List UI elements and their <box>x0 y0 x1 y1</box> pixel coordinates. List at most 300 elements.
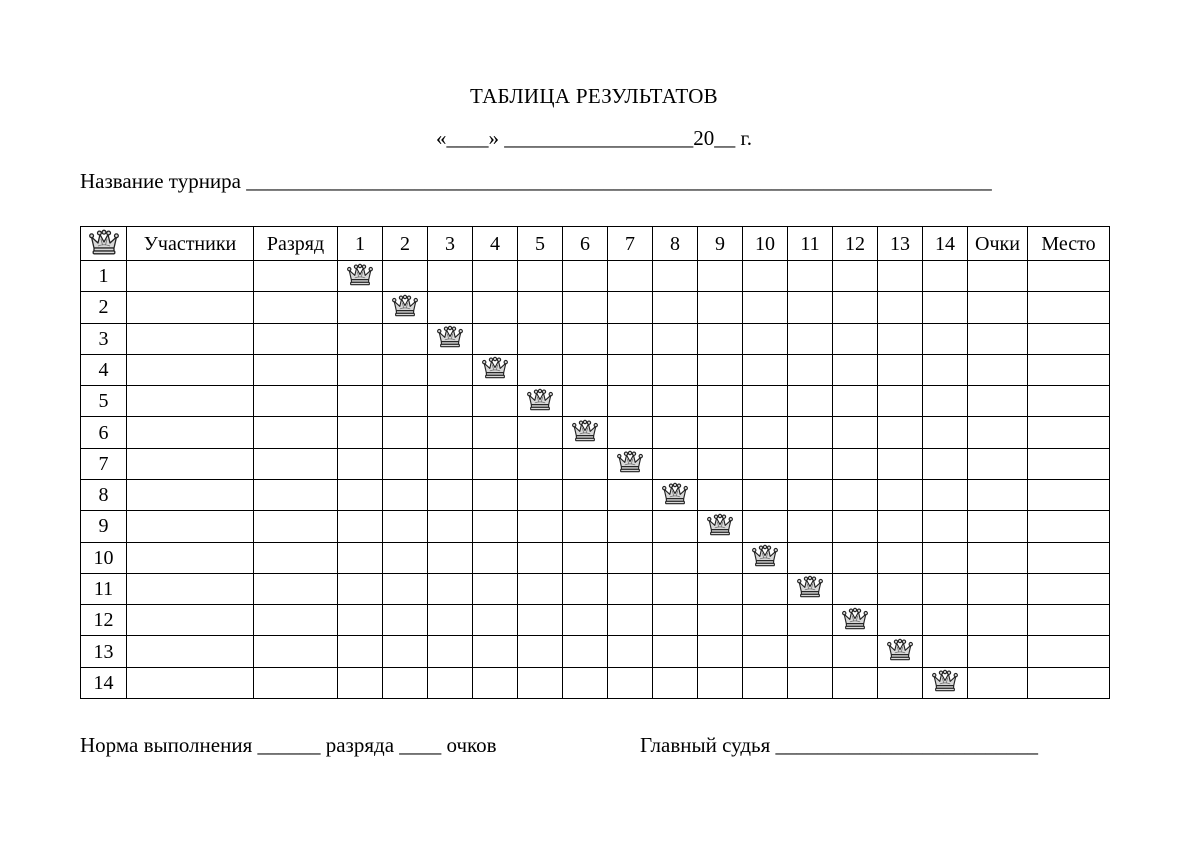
result-cell <box>338 354 383 385</box>
table-row <box>81 417 1110 448</box>
result-cell <box>473 605 518 636</box>
result-cell <box>1028 636 1110 667</box>
result-cell <box>608 542 653 573</box>
result-cell <box>653 636 698 667</box>
diagonal-cell <box>698 511 743 542</box>
result-cell <box>608 323 653 354</box>
chess-queen-icon <box>887 638 913 665</box>
result-cell <box>878 261 923 292</box>
result-cell <box>254 323 338 354</box>
result-cell <box>788 479 833 510</box>
result-cell <box>127 479 254 510</box>
result-cell <box>254 448 338 479</box>
table-row <box>81 511 1110 542</box>
result-cell <box>518 605 563 636</box>
row-number: 4 <box>81 354 127 385</box>
result-cell <box>383 605 428 636</box>
result-cell <box>563 605 608 636</box>
results-body <box>81 261 1110 699</box>
judge-blank: _________________________ <box>775 733 1039 757</box>
result-cell <box>338 605 383 636</box>
result-cell <box>254 605 338 636</box>
result-cell <box>698 323 743 354</box>
tournament-name-blank: _______________________________________________________________________ <box>246 169 992 193</box>
table-row <box>81 605 1110 636</box>
chess-queen-icon <box>437 325 463 352</box>
result-cell <box>833 292 878 323</box>
result-cell <box>833 542 878 573</box>
diagonal-cell <box>788 573 833 604</box>
result-cell <box>968 354 1028 385</box>
result-cell <box>383 354 428 385</box>
result-cell <box>383 323 428 354</box>
result-cell <box>1028 354 1110 385</box>
result-cell <box>383 448 428 479</box>
result-cell <box>698 448 743 479</box>
table-row <box>81 479 1110 510</box>
result-cell <box>1028 323 1110 354</box>
table-row <box>81 667 1110 698</box>
result-cell <box>833 511 878 542</box>
chess-queen-icon <box>572 419 598 446</box>
result-cell <box>788 292 833 323</box>
result-cell <box>338 292 383 323</box>
result-cell <box>923 323 968 354</box>
result-cell <box>878 573 923 604</box>
result-cell <box>833 636 878 667</box>
result-cell <box>923 542 968 573</box>
result-cell <box>338 386 383 417</box>
result-cell <box>127 448 254 479</box>
result-cell <box>428 448 473 479</box>
result-cell <box>563 323 608 354</box>
result-cell <box>127 542 254 573</box>
result-cell <box>743 573 788 604</box>
result-cell <box>653 542 698 573</box>
result-cell <box>563 636 608 667</box>
result-cell <box>743 605 788 636</box>
result-cell <box>1028 448 1110 479</box>
result-cell <box>788 354 833 385</box>
result-cell <box>428 573 473 604</box>
result-cell <box>127 417 254 448</box>
row-number: 14 <box>81 667 127 698</box>
row-number: 2 <box>81 292 127 323</box>
diagonal-cell <box>563 417 608 448</box>
chess-queen-icon <box>617 450 643 477</box>
row-number: 10 <box>81 542 127 573</box>
result-cell <box>923 573 968 604</box>
judge-line <box>640 733 1038 758</box>
result-cell <box>254 261 338 292</box>
result-cell <box>428 605 473 636</box>
result-cell <box>1028 511 1110 542</box>
result-cell <box>338 323 383 354</box>
result-cell <box>743 417 788 448</box>
result-cell <box>254 292 338 323</box>
result-cell <box>878 605 923 636</box>
result-cell <box>1028 605 1110 636</box>
result-cell <box>653 261 698 292</box>
result-cell <box>473 479 518 510</box>
result-cell <box>383 667 428 698</box>
table-row <box>81 354 1110 385</box>
result-cell <box>254 511 338 542</box>
result-cell <box>968 261 1028 292</box>
result-cell <box>608 417 653 448</box>
result-cell <box>383 573 428 604</box>
result-cell <box>743 354 788 385</box>
result-cell <box>518 417 563 448</box>
row-number: 6 <box>81 417 127 448</box>
result-cell <box>127 573 254 604</box>
result-cell <box>338 448 383 479</box>
diagonal-cell <box>923 667 968 698</box>
result-cell <box>878 667 923 698</box>
result-cell <box>968 605 1028 636</box>
result-cell <box>338 479 383 510</box>
rank-label: разряда <box>325 733 395 757</box>
result-cell <box>833 354 878 385</box>
result-cell <box>127 292 254 323</box>
result-cell <box>788 542 833 573</box>
result-cell <box>338 573 383 604</box>
result-cell <box>878 542 923 573</box>
result-cell <box>383 386 428 417</box>
result-cell <box>428 292 473 323</box>
result-cell <box>923 386 968 417</box>
result-cell <box>833 386 878 417</box>
result-cell <box>653 605 698 636</box>
result-cell <box>518 354 563 385</box>
chess-queen-icon <box>662 482 688 509</box>
row-number: 8 <box>81 479 127 510</box>
result-cell <box>608 354 653 385</box>
result-cell <box>743 292 788 323</box>
diagonal-cell <box>653 479 698 510</box>
result-cell <box>383 636 428 667</box>
result-cell <box>878 323 923 354</box>
result-cell <box>563 542 608 573</box>
result-cell <box>338 667 383 698</box>
result-cell <box>833 667 878 698</box>
result-cell <box>653 667 698 698</box>
result-cell <box>518 292 563 323</box>
points-label: очков <box>446 733 497 757</box>
result-cell <box>127 667 254 698</box>
result-cell <box>473 511 518 542</box>
result-cell <box>428 354 473 385</box>
tournament-name-line <box>80 169 992 194</box>
result-cell <box>254 417 338 448</box>
column-header: Место <box>1028 227 1110 261</box>
result-cell <box>473 292 518 323</box>
table-row <box>81 261 1110 292</box>
result-cell <box>833 417 878 448</box>
table-row <box>81 448 1110 479</box>
result-cell <box>923 354 968 385</box>
result-cell <box>968 323 1028 354</box>
result-cell <box>518 667 563 698</box>
result-cell <box>563 261 608 292</box>
result-cell <box>1028 261 1110 292</box>
result-cell <box>338 636 383 667</box>
result-cell <box>518 261 563 292</box>
result-cell <box>923 448 968 479</box>
result-cell <box>923 511 968 542</box>
chess-queen-icon <box>752 544 778 571</box>
result-cell <box>254 573 338 604</box>
column-header: 4 <box>473 227 518 261</box>
result-cell <box>518 448 563 479</box>
result-cell <box>698 261 743 292</box>
results-table <box>80 226 1110 699</box>
result-cell <box>968 448 1028 479</box>
result-cell <box>923 605 968 636</box>
result-cell <box>788 261 833 292</box>
result-cell <box>608 636 653 667</box>
diagonal-cell <box>473 354 518 385</box>
result-cell <box>608 573 653 604</box>
result-cell <box>788 323 833 354</box>
result-cell <box>968 511 1028 542</box>
result-cell <box>473 542 518 573</box>
chess-queen-icon <box>392 294 418 321</box>
result-cell <box>428 479 473 510</box>
result-cell <box>254 667 338 698</box>
result-cell <box>698 292 743 323</box>
row-number: 1 <box>81 261 127 292</box>
result-cell <box>968 292 1028 323</box>
result-cell <box>878 292 923 323</box>
result-cell <box>608 511 653 542</box>
table-row <box>81 573 1110 604</box>
result-cell <box>383 542 428 573</box>
result-cell <box>383 479 428 510</box>
result-cell <box>968 667 1028 698</box>
result-cell <box>698 386 743 417</box>
norm-line <box>80 733 497 758</box>
result-cell <box>608 386 653 417</box>
result-cell <box>1028 542 1110 573</box>
points-blank: ____ <box>399 733 442 757</box>
result-cell <box>254 479 338 510</box>
result-cell <box>518 479 563 510</box>
result-cell <box>833 573 878 604</box>
row-number: 7 <box>81 448 127 479</box>
diagonal-cell <box>743 542 788 573</box>
result-cell <box>563 292 608 323</box>
chess-queen-icon <box>842 607 868 634</box>
result-cell <box>743 261 788 292</box>
result-cell <box>653 354 698 385</box>
column-header: Разряд <box>254 227 338 261</box>
result-cell <box>518 636 563 667</box>
result-cell <box>563 386 608 417</box>
result-cell <box>127 511 254 542</box>
result-cell <box>968 573 1028 604</box>
result-cell <box>653 417 698 448</box>
result-cell <box>743 511 788 542</box>
column-header: Очки <box>968 227 1028 261</box>
column-header: Участники <box>127 227 254 261</box>
result-cell <box>1028 667 1110 698</box>
result-cell <box>608 667 653 698</box>
corner-cell <box>81 227 127 261</box>
result-cell <box>833 323 878 354</box>
result-cell <box>743 323 788 354</box>
result-cell <box>743 386 788 417</box>
result-cell <box>923 479 968 510</box>
table-row <box>81 386 1110 417</box>
result-cell <box>127 386 254 417</box>
diagonal-cell <box>608 448 653 479</box>
column-header: 3 <box>428 227 473 261</box>
result-cell <box>127 323 254 354</box>
result-cell <box>428 386 473 417</box>
tournament-name-label: Название турнира <box>80 169 241 193</box>
column-header: 7 <box>608 227 653 261</box>
result-cell <box>254 542 338 573</box>
result-cell <box>653 511 698 542</box>
result-cell <box>923 292 968 323</box>
row-number: 12 <box>81 605 127 636</box>
result-cell <box>878 511 923 542</box>
result-cell <box>608 292 653 323</box>
result-cell <box>254 636 338 667</box>
result-cell <box>923 261 968 292</box>
result-cell <box>1028 417 1110 448</box>
result-cell <box>563 354 608 385</box>
result-cell <box>878 479 923 510</box>
chess-queen-icon <box>797 575 823 602</box>
result-cell <box>878 448 923 479</box>
result-cell <box>473 386 518 417</box>
result-cell <box>428 667 473 698</box>
result-cell <box>428 417 473 448</box>
column-header: 2 <box>383 227 428 261</box>
chess-queen-icon <box>527 388 553 415</box>
result-cell <box>127 261 254 292</box>
result-cell <box>788 448 833 479</box>
result-cell <box>254 354 338 385</box>
column-header: 1 <box>338 227 383 261</box>
column-header: 14 <box>923 227 968 261</box>
chess-queen-icon <box>932 669 958 696</box>
result-cell <box>653 573 698 604</box>
result-cell <box>698 542 743 573</box>
result-cell <box>563 667 608 698</box>
result-cell <box>383 417 428 448</box>
result-cell <box>338 542 383 573</box>
result-cell <box>383 511 428 542</box>
column-header: 6 <box>563 227 608 261</box>
result-cell <box>428 636 473 667</box>
diagonal-cell <box>428 323 473 354</box>
chess-queen-icon <box>89 229 119 259</box>
result-cell <box>127 605 254 636</box>
column-header: 8 <box>653 227 698 261</box>
date-line: «____» __________________20__ г. <box>436 126 752 150</box>
table-row <box>81 636 1110 667</box>
column-header: 5 <box>518 227 563 261</box>
result-cell <box>383 261 428 292</box>
result-cell <box>698 417 743 448</box>
result-cell <box>653 292 698 323</box>
result-cell <box>1028 386 1110 417</box>
result-cell <box>473 261 518 292</box>
result-cell <box>653 386 698 417</box>
table-row <box>81 542 1110 573</box>
column-header: 11 <box>788 227 833 261</box>
result-cell <box>788 386 833 417</box>
result-cell <box>473 323 518 354</box>
column-header: 12 <box>833 227 878 261</box>
result-cell <box>833 448 878 479</box>
result-cell <box>878 386 923 417</box>
result-cell <box>743 667 788 698</box>
result-cell <box>1028 573 1110 604</box>
result-cell <box>428 261 473 292</box>
result-cell <box>743 636 788 667</box>
result-cell <box>698 573 743 604</box>
result-cell <box>788 511 833 542</box>
row-number: 5 <box>81 386 127 417</box>
row-number: 13 <box>81 636 127 667</box>
result-cell <box>833 261 878 292</box>
result-cell <box>788 605 833 636</box>
result-cell <box>923 417 968 448</box>
result-cell <box>968 636 1028 667</box>
result-cell <box>563 479 608 510</box>
header-row <box>81 227 1110 261</box>
result-cell <box>608 479 653 510</box>
row-number: 9 <box>81 511 127 542</box>
diagonal-cell <box>338 261 383 292</box>
result-cell <box>878 354 923 385</box>
result-cell <box>878 417 923 448</box>
result-cell <box>698 636 743 667</box>
judge-label: Главный судья <box>640 733 771 757</box>
result-cell <box>653 323 698 354</box>
table-row <box>81 292 1110 323</box>
result-cell <box>968 479 1028 510</box>
result-cell <box>743 479 788 510</box>
result-cell <box>563 448 608 479</box>
result-cell <box>518 573 563 604</box>
result-cell <box>1028 479 1110 510</box>
result-cell <box>473 448 518 479</box>
result-cell <box>788 636 833 667</box>
result-cell <box>473 573 518 604</box>
result-cell <box>968 417 1028 448</box>
result-cell <box>428 511 473 542</box>
result-cell <box>473 636 518 667</box>
column-header: 9 <box>698 227 743 261</box>
result-cell <box>743 448 788 479</box>
result-cell <box>608 261 653 292</box>
chess-queen-icon <box>482 356 508 383</box>
result-cell <box>698 605 743 636</box>
chess-queen-icon <box>347 263 373 290</box>
row-number: 3 <box>81 323 127 354</box>
result-cell <box>923 636 968 667</box>
norm-label: Норма выполнения <box>80 733 253 757</box>
result-cell <box>653 448 698 479</box>
table-row <box>81 323 1110 354</box>
result-cell <box>1028 292 1110 323</box>
diagonal-cell <box>833 605 878 636</box>
